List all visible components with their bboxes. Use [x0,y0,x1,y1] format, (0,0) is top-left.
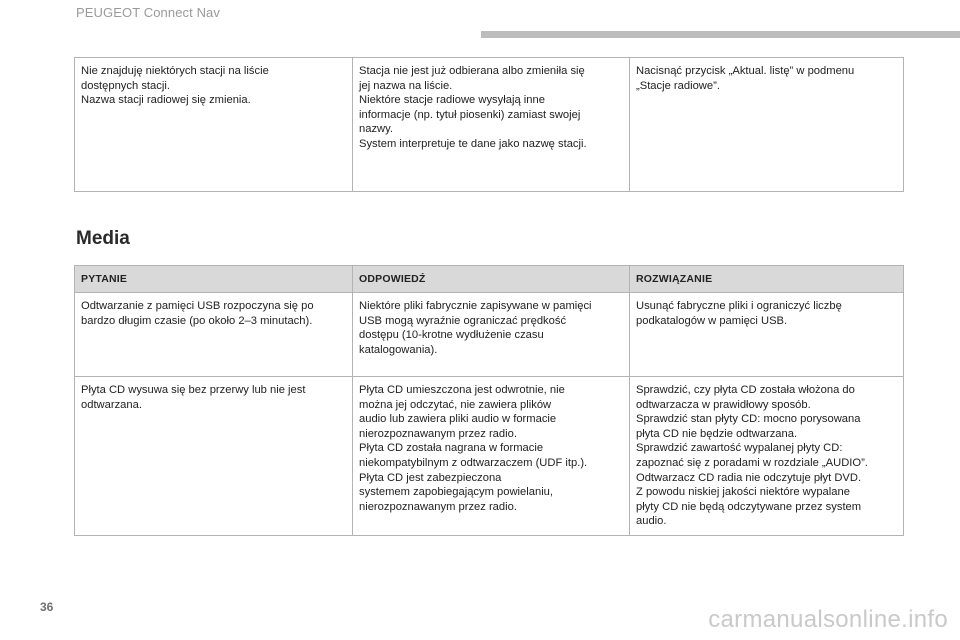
answer-cell: Stacja nie jest już odbierana albo zmieniła się jej nazwa na liście. Niektóre stacje radiowe wysyłają inne informacje (np. tytuł piosenki) zamiast swojej nazwy. System interpretuje te dane jako nazwę stacji. [352,58,629,191]
column-header-question: PYTANIE [81,273,128,285]
answer-cell: Płyta CD umieszczona jest odwrotnie, nie można jej odczytać, nie zawiera plików audio lub zawiera pliki audio w formacie nierozpoznawanym przez radio. Płyta CD została nagrana w formacie niekompatybilnym z odtwarzaczem (UDF itp.). Płyta CD jest zabezpieczona systemem zapobiegającym powielaniu, nierozpoznawanym przez radio. [352,377,629,535]
header-decorative-bar [481,31,960,38]
question-cell: Płyta CD wysuwa się bez przerwy lub nie jest odtwarzana. [81,384,306,411]
question-cell: Odtwarzanie z pamięci USB rozpoczyna się po bardzo długim czasie (po około 2–3 minutach). [81,300,314,327]
table-row [75,376,903,535]
solution-cell: Usunąć fabryczne pliki i ograniczyć liczbę podkatalogów w pamięci USB. [629,293,903,376]
watermark-text: carmanualsonline.info [708,606,948,633]
column-header-answer: ODPOWIEDŹ [352,266,629,292]
document-header-title: PEUGEOT Connect Nav [76,5,220,20]
solution-cell: Nacisnąć przycisk „Aktual. listę” w podmenu „Stacje radiowe”. [629,58,903,191]
solution-cell: Sprawdzić, czy płyta CD została włożona do odtwarzacza w prawidłowy sposób. Sprawdzić stan płyty CD: mocno porysowana płyta CD nie będzie odtwarzana. Sprawdzić zawartość wypalanej płyty CD: zapoznać się z poradami w rozdziale „AUDIO”. Odtwarzacz CD radia nie odczytuje płyt DVD. Z powodu niskiej jakości niektóre wypalane płyty CD nie będą odczytywane przez system audio. [629,377,903,535]
media-troubleshooting-table [74,265,904,536]
question-cell: Nie znajduję niektórych stacji na liście dostępnych stacji. Nazwa stacji radiowej się zmienia. [81,65,269,107]
column-header-solution: ROZWIĄZANIE [629,266,903,292]
section-title-media: Media [76,228,130,249]
page-number: 36 [40,600,54,614]
table-header-row [75,266,903,292]
radio-troubleshooting-table-continued [74,57,904,192]
answer-cell: Niektóre pliki fabrycznie zapisywane w pamięci USB mogą wyraźnie ograniczać prędkość dostępu (10-krotne wydłużenie czasu katalogowania). [352,293,629,376]
table-row [75,292,903,376]
